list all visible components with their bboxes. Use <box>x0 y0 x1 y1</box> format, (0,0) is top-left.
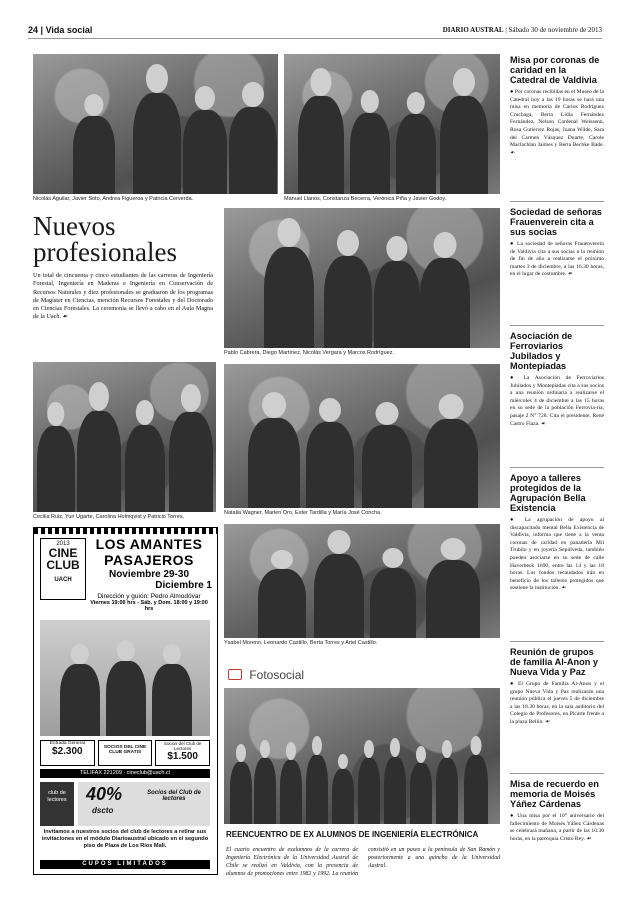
club-lectores-label: club de lectores <box>47 790 67 803</box>
person-figure <box>169 384 213 512</box>
price-socios-box <box>98 740 153 766</box>
notice-divider <box>510 773 604 774</box>
notice-title: Apoyo a talleres protegidos de la Agrupación Bella Existencia <box>510 473 586 513</box>
person-figure <box>248 392 300 508</box>
club-lectores-badge <box>40 782 74 826</box>
notice-divider <box>510 325 604 326</box>
person-figure <box>133 64 181 194</box>
photo-group-3 <box>224 208 500 348</box>
person-figure <box>280 742 302 824</box>
camera-icon <box>228 669 242 680</box>
reencuentro-heading: REENCUENTRO DE EX ALUMNOS DE INGENIERÍA ELECTRÓNICA <box>226 830 479 839</box>
person-figure <box>384 738 406 824</box>
photo-caption-3: Pablo Cabrera, Diego Martínez, Nicolás Vergara y Marcos Rodríguez. <box>224 350 394 356</box>
notice-divider <box>510 201 604 202</box>
movie-dates-line2: Diciembre 1 <box>155 580 212 591</box>
photo-caption-1: Nicolás Aguilar, Javier Soto, Andrea Figueroa y Patricia Cerverda. <box>33 196 194 202</box>
person-figure <box>37 402 75 512</box>
notice-body: ● La Asociación de Ferroviarios Jubilados y Montepiadas cita a sus socios a una reunión ordinaria a realizarse el miércoles 4 de diciembre a las 15 horas en su sede de la población Ferrovia-ria, pasaje 2 N° 728. Cita el presidente, René Castro Flaza. ☙ <box>510 375 604 427</box>
contact-bar: TELIFAX 221209 · cineclub@uach.cl <box>40 769 210 778</box>
photo-caption-2: Manuel Llanos, Constanza Becerra, Verónica Piña y Javier Godoy. <box>284 196 447 202</box>
group-photo-reencuentro <box>224 688 500 824</box>
reencuentro-body: El cuarto encuentro de exalumnos de la carrera de Ingeniería Electrónica de la Universidad Austral de Chile se realizó en Valdivia, con la presencia de alumnos de promociones entre 1982 y 1992. La reunión consistió en un paseo a la península de San Ramón y posteriormente a una quincho de la Universidad Austral. <box>226 847 500 877</box>
cine-club-advertisement <box>33 527 218 875</box>
person-figure <box>125 400 165 512</box>
photo-caption-4: Cecilia Ruiz, Yuri Ugarte, Carolina Holmqvist y Patricio Torres. <box>33 514 185 520</box>
photo-caption-6: Ysabel Moreno, Leonardo Castillo, Berta Torres y Ariel Castillo. <box>224 640 378 646</box>
person-figure <box>254 740 276 824</box>
notice-body: ● Una misa por el 10° aniversario del fallecimiento de Moisés Yáñez Cárdenas se celebrará mañana, a partir de las 10.30 horas, en la parroquia Cristo Rey. ☙ <box>510 813 604 842</box>
ad-year: 2013 <box>56 541 70 547</box>
person-figure <box>358 740 380 824</box>
person-figure <box>420 232 470 348</box>
photo-caption-5: Natalia Wagner, Marlen Oro, Ester Tardilla y María José Concha. <box>224 510 382 516</box>
notice-frauenverein <box>510 207 604 279</box>
photo-group-6 <box>224 524 500 638</box>
person-figure <box>426 538 480 638</box>
fotosocial-text: Fotosocial <box>249 668 305 682</box>
feature-title <box>33 213 177 265</box>
person-figure <box>306 736 328 824</box>
notice-divider <box>510 641 604 642</box>
person-figure <box>314 530 364 638</box>
header-right <box>443 26 602 34</box>
notice-title: Sociedad de señoras Frauenverein cita a sus socias <box>510 207 602 237</box>
discount-note: Socios del Club de lectores <box>147 790 201 802</box>
person-figure <box>464 736 488 824</box>
movie-schedule: Viernes 19:00 hrs - Sáb. y Dom. 18:00 y 19:00 hrs <box>90 600 208 612</box>
person-figure <box>306 398 354 508</box>
page-section-label <box>28 25 92 35</box>
price-lectores: $1.500 <box>167 751 198 762</box>
person-figure <box>258 550 306 638</box>
person-figure <box>396 92 436 194</box>
uach-label: UACH <box>54 577 72 583</box>
newspaper-name: DIARIO AUSTRAL <box>442 26 504 34</box>
person-figure <box>440 68 488 194</box>
person-figure <box>350 90 390 194</box>
notice-divider <box>510 467 604 468</box>
person-figure <box>370 548 416 638</box>
person-figure <box>229 82 277 194</box>
section-name: Vida social <box>45 25 93 35</box>
price-lectores-box <box>155 740 210 766</box>
notice-body: ● La sociedad de señoras Frauenverein de Valdivia cita a sus socias a la reunión de fin de año a realizarse el próximo martes 3 de diciembre, a las 16.30 horas, en el lugar de costumbre. ☙ <box>510 241 604 278</box>
movie-director: Dirección y guión: Pedro Almodóvar <box>97 593 201 600</box>
person-figure <box>332 754 354 824</box>
person-figure <box>324 230 372 348</box>
movie-dates-line1: Noviembre 29-30 <box>108 569 190 580</box>
discount-sub: dscto <box>92 806 114 815</box>
page-number: 24 <box>28 25 39 35</box>
person-figure <box>230 744 252 824</box>
person-figure <box>60 644 100 736</box>
movie-title-block <box>86 536 212 612</box>
person-figure <box>264 218 314 348</box>
header-divider: | <box>40 25 46 35</box>
movie-title-line1: LOS AMANTES <box>95 536 203 552</box>
person-figure <box>73 94 115 194</box>
person-figure <box>436 740 458 824</box>
photo-group-5 <box>224 364 500 508</box>
cine-club-logo <box>40 538 86 600</box>
photo-group-1 <box>33 54 278 194</box>
movie-poster-image <box>40 620 210 736</box>
feature-title-line2: profesionales <box>33 237 177 267</box>
price-lectores-label: Socios del Club de Lectores <box>163 741 202 751</box>
photo-group-2 <box>284 54 500 194</box>
price-row <box>40 740 210 766</box>
price-general-box <box>40 740 95 766</box>
person-figure <box>374 236 420 348</box>
person-figure <box>424 394 478 508</box>
club-line1: CINE <box>48 546 78 560</box>
person-figure <box>106 640 146 736</box>
issue-date: Sábado 30 de noviembre de 2013 <box>508 26 602 34</box>
notice-misa-yanez <box>510 779 604 843</box>
feature-body: Un total de cincuenta y cinco estudiantes de las carreras de Ingeniería Forestal, Ingeniería en Maderas e Ingeniería en Conservación de Recursos Naturales y diez profesionales se graduaron de los programas de Magíster en Ciencias, mención Recursos Forestales y del Doctorado en Ciencias Forestales. La ceremonia se llevó a cabo en el Aula Magna de la Uach. ☙ <box>33 272 213 321</box>
person-figure <box>183 86 227 194</box>
feature-title-line1: Nuevos <box>33 211 116 241</box>
notice-bella-existencia <box>510 473 604 593</box>
notice-body: ● El Grupo de Familia Al-Anon y el grupo Nueva Vida y Paz realizarán una reunión pública el jueves 5 de diciembre a las 18.30 horas, en la sala auditorio del Colegio de Profesores, en Picarte frente a la plaza Bellin. ☙ <box>510 681 604 725</box>
notice-ferroviarios <box>510 331 604 428</box>
price-general-label: Entrada General <box>49 741 85 746</box>
invite-text: Invitamos a nuestros socios del club de lectores a retirar sus invitaciones en el módulo Diarioaustral ubicado en el segundo piso de Plaza de Los Ríos Mall. <box>41 829 209 849</box>
film-strip-top <box>34 528 217 534</box>
discount-value: 40% <box>86 784 123 804</box>
person-figure <box>77 382 121 512</box>
person-figure <box>410 746 432 824</box>
notice-body: ● La agrupación de apoyo al discapacitado mental Bella Existencia de Valdivia, informa que tiene a la venta coronas de caridad en panadería Mil Trubilo y en joyería Sepúlveda, también pueden asociarse en su sede de calle Haverbeck 1690, entre las 14 y las 18 horas. Los fondos recaudados irán en beneficio de los talleres protegidos que sostiene la institución. ☙ <box>510 517 604 592</box>
club-line2: CLUB <box>46 558 80 572</box>
notice-title: Misa por coronas de caridad en la Catedral de Valdivia <box>510 55 600 85</box>
notice-title: Asociación de Ferroviarios Jubilados y Montepiadas <box>510 331 573 371</box>
movie-title-line2: PASAJEROS <box>104 552 194 568</box>
person-figure <box>362 402 412 508</box>
notice-al-anon <box>510 647 604 727</box>
person-figure <box>152 644 192 736</box>
notice-title: Misa de recuerdo en memoria de Moisés Yáñez Cárdenas <box>510 779 599 809</box>
fotosocial-label <box>228 668 304 682</box>
limited-bar: CUPOS LIMITADOS <box>40 860 210 869</box>
price-socios-label: SOCIOS DEL CINE CLUB GRATIS <box>103 745 147 755</box>
notice-body: ● Por coronas recibidas en el Museo de la Catedral hoy a las 19 horas se hará una misa en memoria de Carlos Rodríguez Cruchaga, Berta Lidia Fernández Fernández, Nelson Cardenal Weissenn, Rosa Gutiérrez Rojas, Juana Wilde, Sara del Carmen Vásquez Duarte, Carole Maclachlan Jaimes y Berta Bechke Bade. ☙ <box>510 89 604 156</box>
notice-misa-coronas <box>510 55 604 157</box>
person-figure <box>298 68 344 194</box>
header-separator: | <box>505 26 509 34</box>
price-general: $2.300 <box>52 746 83 757</box>
page-header <box>28 24 602 39</box>
discount-block <box>78 782 210 826</box>
notice-title: Reunión de grupos de familia Al-Anon y Nueva Vida y Paz <box>510 647 598 677</box>
photo-group-4 <box>33 362 216 512</box>
